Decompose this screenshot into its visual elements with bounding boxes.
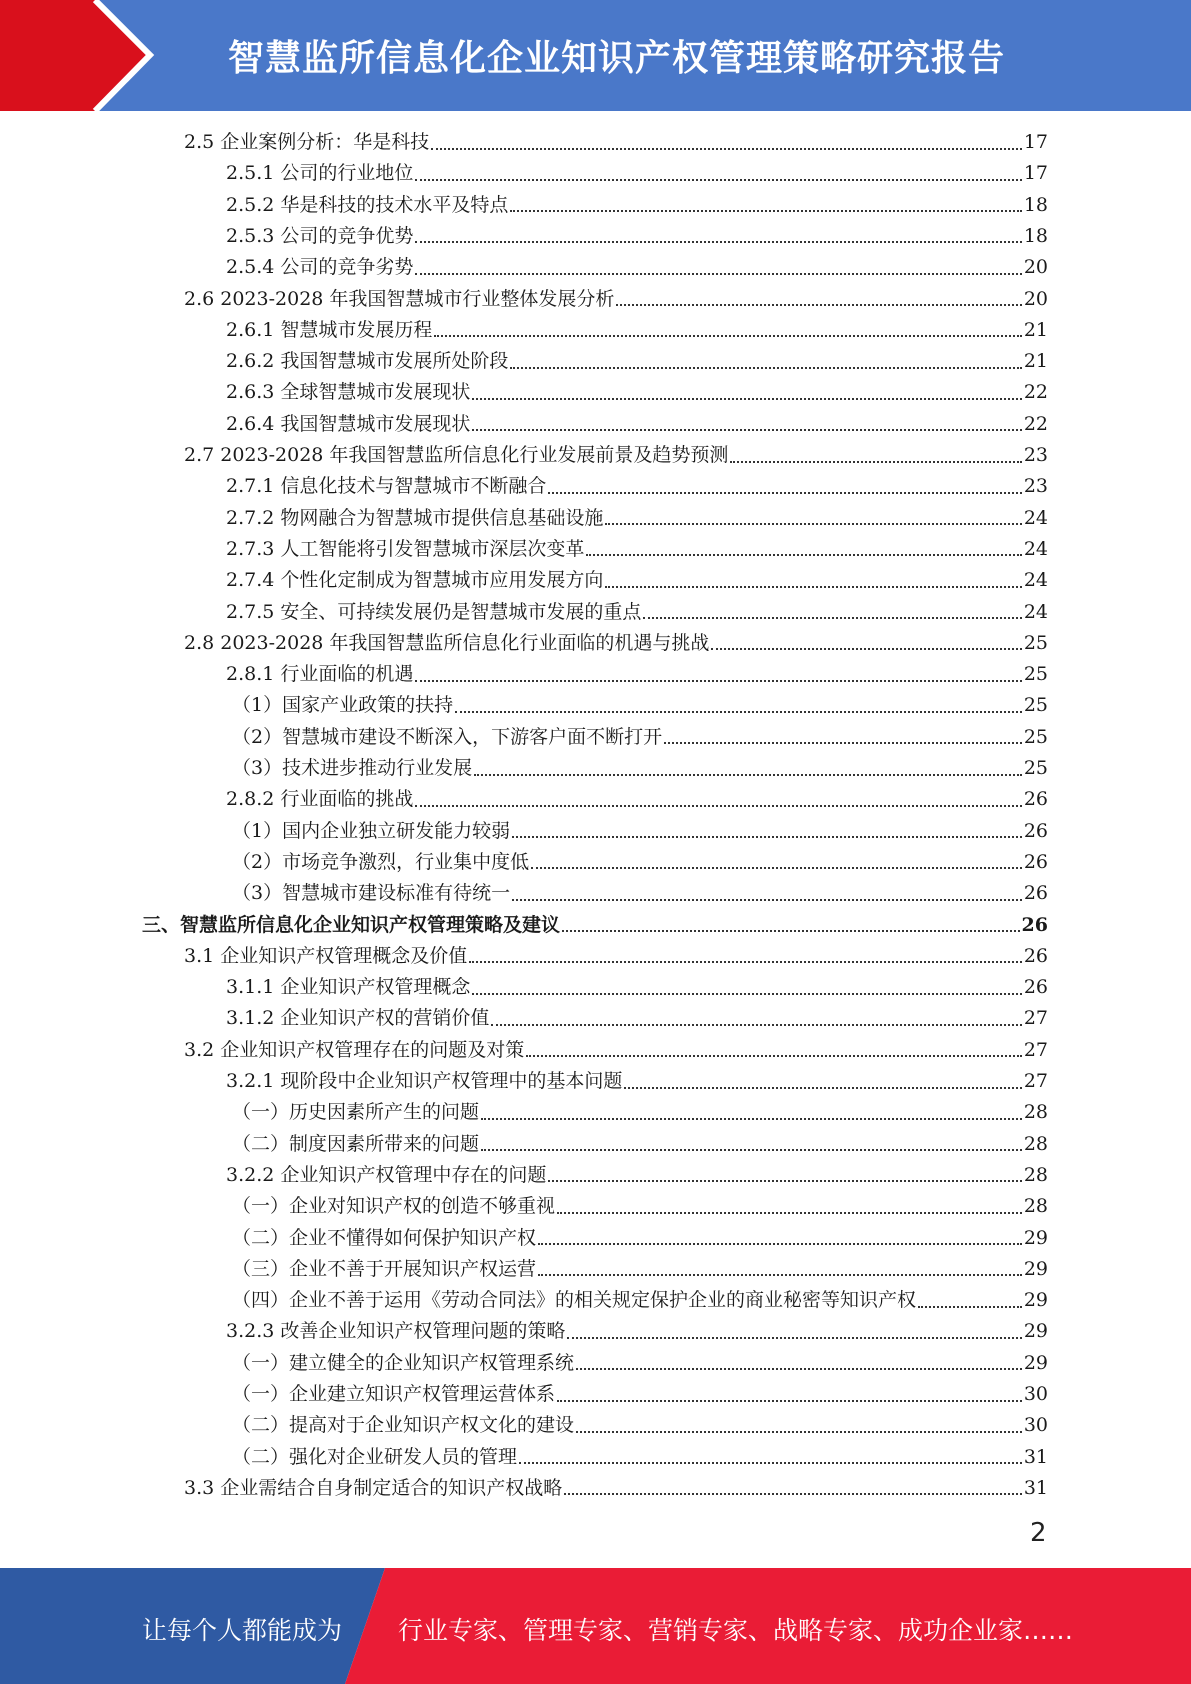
toc-entry-page: 26 (1023, 850, 1048, 873)
toc-entry-label: （一）历史因素所产生的问题 (232, 1101, 480, 1124)
toc-leader-dots (431, 148, 1022, 150)
toc-entry-page: 18 (1023, 193, 1048, 216)
toc-entry[interactable] (184, 628, 1048, 659)
toc-leader-dots (434, 335, 1021, 337)
toc-leader-dots (586, 554, 1021, 556)
toc-entry[interactable] (184, 440, 1048, 471)
toc-entry-label: （二）企业不懂得如何保护知识产权 (232, 1226, 537, 1249)
toc-entry-page: 27 (1023, 1070, 1048, 1092)
toc-entry[interactable] (226, 409, 1048, 440)
toc-entry-page: 30 (1023, 1414, 1048, 1437)
toc-entry-label: 三、智慧监所信息化企业知识产权管理策略及建议 (142, 913, 561, 936)
toc-entry-label: （一）企业建立知识产权管理运营体系 (232, 1383, 556, 1405)
toc-entry-page: 17 (1023, 131, 1048, 153)
toc-entry-label: 3.2 企业知识产权管理存在的问题及对策 (184, 1038, 525, 1061)
toc-leader-dots (605, 586, 1021, 588)
toc-entry-label: 2.8.2 行业面临的挑战 (226, 788, 414, 811)
toc-leader-dots (557, 1212, 1022, 1214)
toc-entry-label: 3.3 企业需结合自身制定适合的知识产权战略 (184, 1476, 563, 1499)
toc-entry[interactable] (232, 816, 1048, 847)
toc-entry-label: （四）企业不善于运用《劳动合同法》的相关规定保护企业的商业秘密等知识产权 (232, 1289, 917, 1312)
toc-entry-label: （二）提高对于企业知识产权文化的建设 (232, 1414, 575, 1437)
toc-entry-page: 20 (1023, 256, 1048, 279)
toc-entry[interactable] (232, 1379, 1048, 1410)
toc-entry-label: （一）企业对知识产权的创造不够重视 (232, 1195, 556, 1218)
toc-entry-label: 2.7 2023-2028 年我国智慧监所信息化行业发展前景及趋势预测 (184, 444, 729, 466)
toc-entry[interactable] (226, 534, 1048, 565)
toc-entry[interactable] (232, 1254, 1048, 1285)
toc-entry-page: 25 (1023, 631, 1048, 654)
toc-leader-dots (469, 961, 1022, 963)
toc-entry[interactable] (226, 221, 1048, 252)
toc-leader-dots (711, 648, 1021, 650)
toc-entry-page: 18 (1023, 224, 1048, 247)
toc-entry-label: （3）智慧城市建设标准有待统一 (232, 882, 511, 905)
toc-entry-page: 26 (1023, 976, 1048, 999)
toc-entry[interactable] (226, 659, 1048, 690)
toc-entry-label: 2.6.4 我国智慧城市发展现状 (226, 412, 471, 435)
toc-entry-label: 2.6.2 我国智慧城市发展所处阶段 (226, 350, 509, 373)
toc-entry-label: （二）强化对企业研发人员的管理 (232, 1445, 518, 1468)
toc-entry-page: 25 (1023, 694, 1048, 717)
toc-entry[interactable] (232, 1129, 1048, 1160)
toc-entry-page: 23 (1023, 444, 1048, 466)
toc-entry-label: 3.2.1 现阶段中企业知识产权管理中的基本问题 (226, 1070, 623, 1092)
toc-entry-label: 2.5.1 公司的行业地位 (226, 162, 414, 185)
toc-entry-label: 3.1 企业知识产权管理概念及价值 (184, 944, 468, 967)
footer-slogan-left: 让每个人都能成为 (142, 1616, 343, 1645)
toc-entry-page: 25 (1023, 757, 1048, 779)
toc-entry[interactable] (232, 1410, 1048, 1441)
toc-entry-label: （2）智慧城市建设不断深入，下游客户面不断打开 (232, 725, 663, 748)
footer-banner (0, 1568, 1191, 1684)
toc-entry[interactable] (226, 1316, 1048, 1347)
toc-entry[interactable] (232, 1442, 1048, 1473)
toc-entry-page: 25 (1023, 725, 1048, 748)
toc-entry-label: 2.5 企业案例分析：华是科技 (184, 131, 430, 153)
toc-leader-dots (472, 993, 1021, 995)
toc-entry-label: （二）制度因素所带来的问题 (232, 1132, 480, 1155)
toc-entry[interactable] (184, 284, 1048, 315)
toc-entry[interactable] (184, 1473, 1048, 1504)
toc-entry[interactable] (232, 1097, 1048, 1128)
toc-entry[interactable] (226, 597, 1048, 628)
toc-entry[interactable] (232, 1348, 1048, 1379)
toc-entry[interactable] (232, 753, 1048, 784)
page-number: 2 (1030, 1518, 1047, 1548)
toc-entry-label: 3.2.2 企业知识产权管理中存在的问题 (226, 1163, 547, 1186)
toc-leader-dots (564, 1493, 1022, 1495)
toc-entry-page: 29 (1023, 1320, 1048, 1343)
toc-entry-label: 3.1.1 企业知识产权管理概念 (226, 976, 471, 999)
toc-entry-page: 28 (1023, 1101, 1048, 1124)
toc-entry-page: 28 (1023, 1132, 1048, 1155)
toc-leader-dots (624, 1087, 1021, 1089)
toc-entry[interactable] (226, 190, 1048, 221)
toc-entry-label: 2.7.5 安全、可持续发展仍是智慧城市发展的重点 (226, 600, 642, 623)
toc-leader-dots (510, 367, 1021, 369)
toc-entry-label: 2.7.3 人工智能将引发智慧城市深层次变革 (226, 537, 585, 560)
toc-entry[interactable] (226, 784, 1048, 815)
toc-entry-page: 23 (1023, 475, 1048, 498)
toc-entry[interactable] (226, 471, 1048, 502)
toc-entry-label: （1）国家产业政策的扶持 (232, 694, 454, 717)
toc-entry-page: 28 (1023, 1195, 1048, 1218)
toc-entry[interactable] (184, 127, 1048, 158)
toc-leader-dots (519, 1462, 1022, 1464)
toc-entry-label: 2.8.1 行业面临的机遇 (226, 663, 414, 686)
toc-entry-label: 3.1.2 企业知识产权的营销价值 (226, 1007, 490, 1030)
toc-entry-page: 27 (1023, 1007, 1048, 1030)
toc-leader-dots (526, 1055, 1022, 1057)
toc-entry[interactable] (232, 1191, 1048, 1222)
toc-leader-dots (643, 617, 1021, 619)
toc-entry-page: 27 (1023, 1038, 1048, 1061)
toc-entry-page: 26 (1023, 944, 1048, 967)
toc-leader-dots (616, 304, 1021, 306)
toc-entry[interactable] (226, 972, 1048, 1003)
toc-leader-dots (538, 1243, 1022, 1245)
header-banner (0, 0, 1191, 111)
toc-entry-label: 2.5.2 华是科技的技术水平及特点 (226, 193, 509, 216)
toc-leader-dots (664, 742, 1022, 744)
toc-entry[interactable] (226, 346, 1048, 377)
toc-leader-dots (415, 680, 1021, 682)
toc-leader-dots (415, 179, 1021, 181)
toc-entry-label: 2.8 2023-2028 年我国智慧监所信息化行业面临的机遇与挑战 (184, 631, 710, 654)
toc-leader-dots (474, 774, 1022, 776)
toc-leader-dots (472, 429, 1021, 431)
toc-entry-page: 22 (1023, 381, 1048, 404)
toc-entry-label: （一）建立健全的企业知识产权管理系统 (232, 1351, 575, 1374)
toc-entry[interactable] (226, 503, 1048, 534)
toc-leader-dots (605, 523, 1021, 525)
toc-entry-page: 30 (1023, 1383, 1048, 1405)
toc-entry-page: 20 (1023, 287, 1048, 310)
toc-leader-dots (918, 1306, 1022, 1308)
toc-entry-page: 24 (1023, 569, 1048, 592)
toc-entry-label: （1）国内企业独立研发能力较弱 (232, 819, 511, 842)
toc-leader-dots (455, 711, 1022, 713)
toc-entry-page: 31 (1023, 1445, 1048, 1468)
toc-leader-dots (512, 836, 1022, 838)
toc-entry[interactable] (226, 1160, 1048, 1191)
toc-entry-page: 21 (1023, 318, 1048, 341)
toc-entry[interactable] (226, 1066, 1048, 1097)
toc-entry-label: 2.7.1 信息化技术与智慧城市不断融合 (226, 475, 547, 498)
toc-entry[interactable] (184, 1035, 1048, 1066)
toc-leader-dots (531, 867, 1022, 869)
toc-entry-page: 26 (1023, 882, 1048, 905)
toc-entry-label: 2.6.1 智慧城市发展历程 (226, 318, 433, 341)
toc-leader-dots (512, 899, 1022, 901)
toc-leader-dots (557, 1400, 1022, 1402)
toc-entry[interactable] (232, 1223, 1048, 1254)
toc-entry-page: 28 (1023, 1163, 1048, 1186)
toc-entry-page: 29 (1023, 1351, 1048, 1374)
toc-entry-label: 2.7.2 物网融合为智慧城市提供信息基础设施 (226, 506, 604, 529)
toc-entry-label: （三）企业不善于开展知识产权运营 (232, 1257, 537, 1280)
toc-entry[interactable] (226, 1003, 1048, 1034)
toc-entry[interactable] (232, 1285, 1048, 1316)
toc-leader-dots (481, 1118, 1022, 1120)
toc-entry[interactable] (142, 910, 1048, 941)
toc-entry-page: 24 (1023, 600, 1048, 623)
toc-entry-label: 3.2.3 改善企业知识产权管理问题的策略 (226, 1320, 566, 1343)
toc-leader-dots (510, 210, 1021, 212)
toc-entry-page: 24 (1023, 537, 1048, 560)
toc-leader-dots (415, 241, 1021, 243)
toc-leader-dots (415, 273, 1021, 275)
toc-entry[interactable] (226, 565, 1048, 596)
toc-entry[interactable] (232, 722, 1048, 753)
toc-entry-page: 31 (1023, 1476, 1048, 1499)
toc-leader-dots (472, 398, 1021, 400)
toc-entry[interactable] (232, 690, 1048, 721)
toc-entry-label: 2.6 2023-2028 年我国智慧城市行业整体发展分析 (184, 287, 615, 310)
toc-entry[interactable] (226, 377, 1048, 408)
toc-entry-page: 25 (1023, 663, 1048, 686)
toc-entry-page: 22 (1023, 412, 1048, 435)
toc-leader-dots (567, 1337, 1021, 1339)
toc-entry-page: 26 (1023, 788, 1048, 811)
toc-entry-label: （2）市场竞争激烈，行业集中度低 (232, 850, 530, 873)
toc-leader-dots (576, 1368, 1022, 1370)
report-title: 智慧监所信息化企业知识产权管理策略研究报告 (228, 38, 1006, 79)
toc-entry-label: 2.7.4 个性化定制成为智慧城市应用发展方向 (226, 569, 604, 592)
toc-leader-dots (538, 1274, 1022, 1276)
toc-entry[interactable] (232, 847, 1048, 878)
toc-leader-dots (562, 930, 1020, 932)
toc-leader-dots (548, 1180, 1021, 1182)
toc-entry-page: 17 (1023, 162, 1048, 185)
toc-leader-dots (481, 1149, 1022, 1151)
toc-entry-page: 21 (1023, 350, 1048, 373)
footer-slogan-right: 行业专家、管理专家、营销专家、战略专家、成功企业家…… (398, 1616, 1074, 1645)
toc-entry-page: 29 (1023, 1289, 1048, 1312)
toc-entry-page: 24 (1023, 506, 1048, 529)
toc-entry[interactable] (226, 315, 1048, 346)
toc-entry[interactable] (226, 158, 1048, 189)
toc-leader-dots (730, 461, 1021, 463)
toc-entry[interactable] (184, 941, 1048, 972)
toc-entry-label: 2.5.3 公司的竞争优势 (226, 224, 414, 247)
toc-entry-page: 26 (1023, 819, 1048, 842)
toc-entry-page: 29 (1023, 1226, 1048, 1249)
toc-leader-dots (548, 492, 1021, 494)
toc-leader-dots (576, 1431, 1022, 1433)
toc-entry-label: 2.5.4 公司的竞争劣势 (226, 256, 414, 279)
toc-entry[interactable] (232, 878, 1048, 909)
toc-entry[interactable] (226, 252, 1048, 283)
toc-leader-dots (415, 805, 1021, 807)
toc-entry-page: 29 (1023, 1257, 1048, 1280)
toc-entry-page: 26 (1021, 913, 1048, 936)
toc-entry-label: 2.6.3 全球智慧城市发展现状 (226, 381, 471, 404)
toc-entry-label: （3）技术进步推动行业发展 (232, 757, 473, 779)
toc-leader-dots (491, 1024, 1021, 1026)
